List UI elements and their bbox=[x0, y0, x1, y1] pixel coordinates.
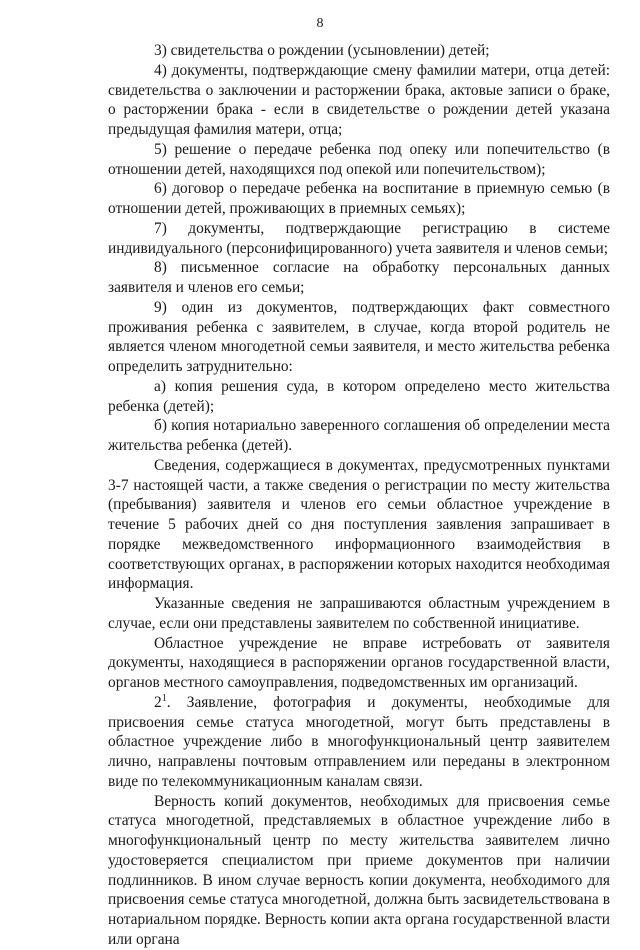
paragraph-point-2-1 bbox=[108, 693, 610, 792]
paragraph-item-4: 4) документы, подтверждающие смену фамилии матери, отца детей: свидетельства о заключении и расторжении брака, актовые записи о браке, о расторжении брака - если в свидетельстве о рождении детей указана предыдущая фамилия матери, отца; bbox=[108, 61, 610, 138]
point-text: . Заявление, фотография и документы, необходимые для присвоения семье статуса многодетной, могут быть представлены в областное учреждение либо в многофункциональный центр заявителем лично, направлены почтовым отправлением или переданы в электронном виде по телекоммуникационным каналам связи. bbox=[108, 693, 610, 790]
paragraph-copy-verification: Верность копий документов, необходимых для присвоения семье статуса многодетной, представляемых в областное учреждение либо в многофункциональный центр по месту жительства заявителем лично удостоверяется специалистом при приеме документов при наличии подлинников. В ином случае верность копии документа, необходимого для присвоения семье статуса многодетной, должна быть засвидетельствована в нотариальном порядке. Верность копии акта органа государственной власти или органа bbox=[108, 792, 610, 948]
paragraph-item-8: 8) письменное согласие на обработку персональных данных заявителя и членов его семьи; bbox=[108, 259, 610, 296]
paragraph-item-7: 7) документы, подтверждающие регистрацию в системе индивидуального (персонифицированного) учета заявителя и членов семьи; bbox=[108, 219, 610, 257]
paragraph-item-5: 5) решение о передаче ребенка под опеку или попечительство (в отношении детей, находящихся под опекой или попечительством); bbox=[108, 140, 610, 178]
document-body bbox=[108, 41, 610, 950]
paragraph-subitem-b: б) копия нотариально заверенного соглашения об определении места жительства ребенка (детей). bbox=[108, 417, 610, 454]
point-superscript: 1 bbox=[161, 692, 167, 704]
paragraph-item-3: 3) свидетельства о рождении (усыновлении) детей; bbox=[154, 42, 490, 59]
paragraph-not-entitled: Областное учреждение не вправе истребовать от заявителя документы, находящиеся в распоряжении органов государственной власти, органов местного самоуправления, подведомственных им организаций. bbox=[108, 634, 610, 691]
page-number: 8 bbox=[316, 16, 324, 31]
paragraph-item-6: 6) договор о передаче ребенка на воспитание в приемную семью (в отношении детей, проживающих в приемных семьях); bbox=[108, 180, 610, 217]
paragraph-interagency-info: Сведения, содержащиеся в документах, предусмотренных пунктами 3-7 настоящей части, а также сведения о регистрации по месту жительства (пребывания) заявителя и членов его семьи областное учреждение в течение 5 рабочих дней со дня поступления заявления запрашивает в порядке межведомственного информационного взаимодействия в соответствующих органах, в распоряжении которых находится необходимая информация. bbox=[108, 456, 610, 593]
paragraph-not-requested: Указанные сведения не запрашиваются областным учреждением в случае, если они представлены заявителем по собственной инициативе. bbox=[108, 595, 610, 632]
paragraph-item-9: 9) один из документов, подтверждающих факт совместного проживания ребенка с заявителем, в случае, когда второй родитель не является членом многодетной семьи заявителя, и место жительства ребенка определить затруднительно: bbox=[108, 298, 610, 375]
paragraph-subitem-a: а) копия решения суда, в котором определено место жительства ребенка (детей); bbox=[108, 377, 610, 415]
point-number: 2 bbox=[154, 693, 162, 711]
